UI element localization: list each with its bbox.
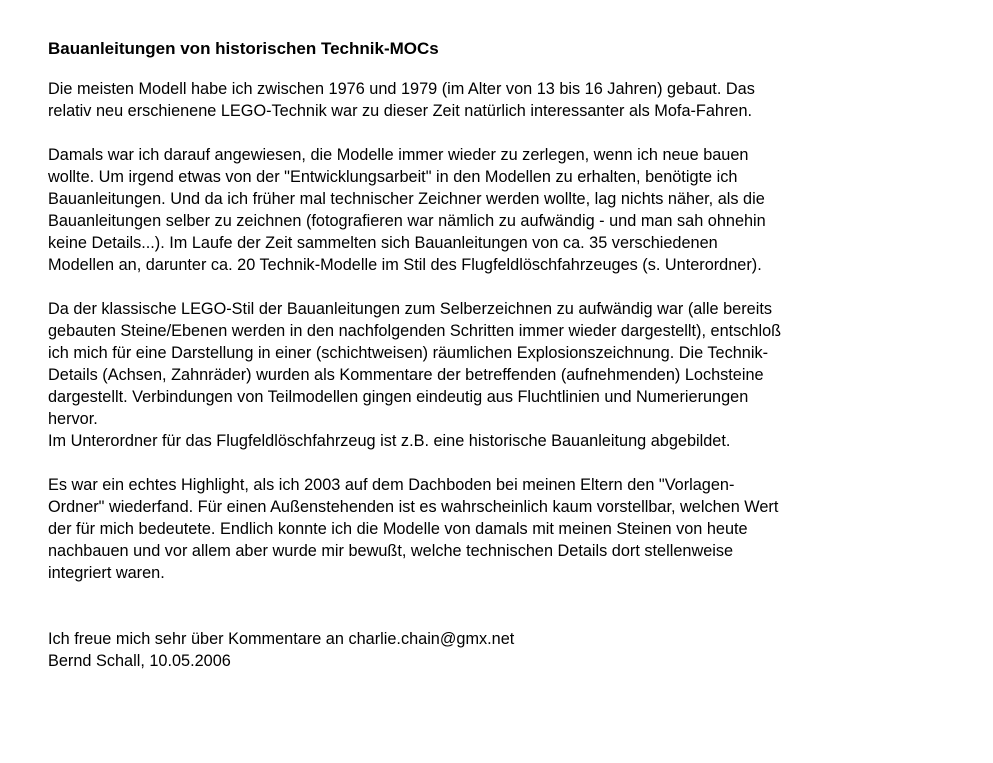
- text-line: dargestellt. Verbindungen von Teilmodellen gingen eindeutig aus Fluchtlinien und Numerierungen: [48, 388, 749, 406]
- text-line: Bauanleitungen selber zu zeichnen (fotografieren war nämlich zu aufwändig - und man sah ohnehin: [48, 212, 766, 230]
- text-line: nachbauen und vor allem aber wurde mir bewußt, welche technischen Details dort stellenweise: [48, 542, 734, 560]
- document-footer: [48, 628, 948, 672]
- text-line: Details (Achsen, Zahnräder) wurden als Kommentare der betreffenden (aufnehmenden) Lochsteine: [48, 366, 764, 384]
- text-line: hervor.: [48, 410, 98, 428]
- text-line: der für mich bedeutete. Endlich konnte ich die Modelle von damals mit meinen Steinen von heute: [48, 520, 748, 538]
- comment-line: [48, 628, 948, 650]
- text-line: integriert waren.: [48, 564, 165, 582]
- text-line: Da der klassische LEGO-Stil der Bauanleitungen zum Selberzeichnen zu aufwändig war (alle bereits: [48, 300, 772, 318]
- paragraph-highlight: [48, 474, 948, 584]
- text-line: Damals war ich darauf angewiesen, die Modelle immer wieder zu zerlegen, wenn ich neue bauen: [48, 146, 749, 164]
- text-line: Modellen an, darunter ca. 20 Technik-Modelle im Stil des Flugfeldlöschfahrzeuges (s. Unterordner).: [48, 256, 762, 274]
- text-line: keine Details...). Im Laufe der Zeit sammelten sich Bauanleitungen von ca. 35 verschiedenen: [48, 234, 718, 252]
- paragraph-intro: [48, 78, 948, 122]
- text-line: Es war ein echtes Highlight, als ich 2003 auf dem Dachboden bei meinen Eltern den "Vorlagen-: [48, 476, 735, 494]
- document-page: [48, 38, 948, 672]
- text-line: gebauten Steine/Ebenen werden in den nachfolgenden Schritten immer wieder dargestellt), entschloß: [48, 322, 782, 340]
- email-link[interactable]: charlie.chain@gmx.net: [348, 630, 515, 648]
- document-title: Bauanleitungen von historischen Technik-MOCs: [48, 39, 439, 58]
- paragraph-style: [48, 298, 948, 452]
- text-line: Die meisten Modell habe ich zwischen 1976 und 1979 (im Alter von 13 bis 16 Jahren) gebaut. Das: [48, 80, 755, 98]
- text-line: Ordner" wiederfand. Für einen Außenstehenden ist es wahrscheinlich kaum vorstellbar, welchen Wert: [48, 498, 779, 516]
- text-line: relativ neu erschienene LEGO-Technik war zu dieser Zeit natürlich interessanter als Mofa-Fahren.: [48, 102, 753, 120]
- text-line: Im Unterordner für das Flugfeldlöschfahrzeug ist z.B. eine historische Bauanleitung abgebildet.: [48, 432, 731, 450]
- text-line: ich mich für eine Darstellung in einer (schichtweisen) räumlichen Explosionszeichnung. Die Technik-: [48, 344, 769, 362]
- text-line: Bauanleitungen. Und da ich früher mal technischer Zeichner werden wollte, lag nichts näher, als die: [48, 190, 765, 208]
- text-line: wollte. Um irgend etwas von der "Entwicklungsarbeit" in den Modellen zu erhalten, benötigte ich: [48, 168, 738, 186]
- signature: Bernd Schall, 10.05.2006: [48, 652, 231, 670]
- paragraph-history: [48, 144, 948, 276]
- comment-prefix: Ich freue mich sehr über Kommentare an: [48, 630, 349, 648]
